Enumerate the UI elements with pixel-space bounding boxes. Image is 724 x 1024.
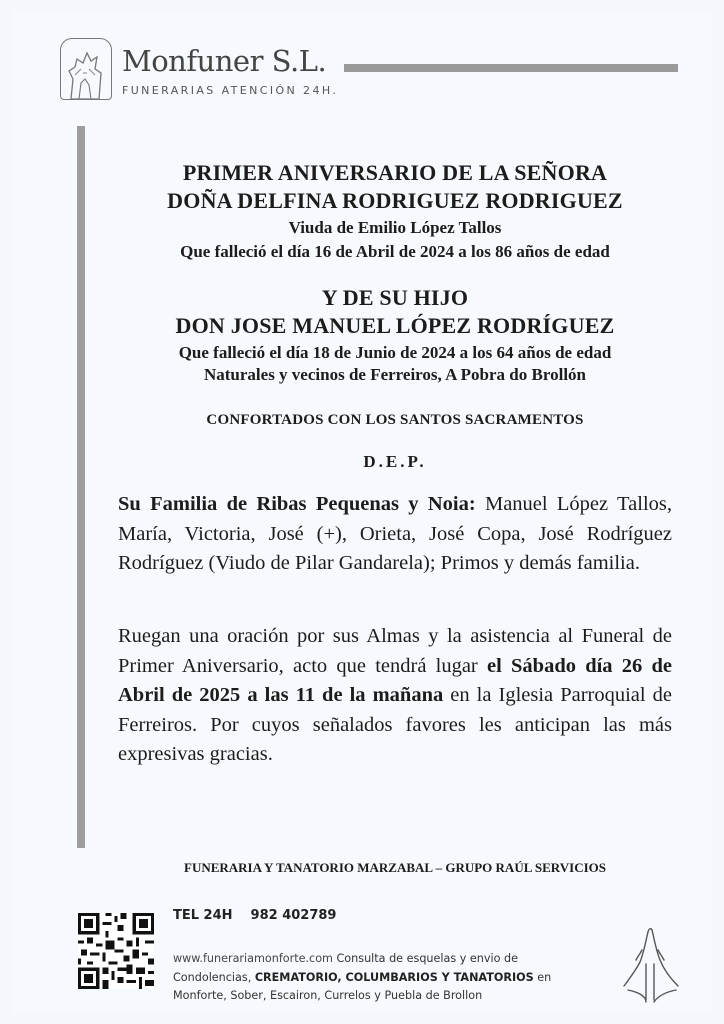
header-divider [344, 64, 678, 72]
family-lead: Su Familia de Ribas Pequenas y Noia: [118, 493, 476, 515]
request-text-end: en la Iglesia Parroquial de Ferreiros. Por cuyos señalados favores les anticipan las más expresivas gracias. [118, 684, 672, 765]
brand-name: Monfuner S.L. [122, 44, 327, 78]
family-paragraph [118, 490, 672, 579]
info-text: Consulta de esquelas y envio de Condolencias, [173, 952, 519, 984]
logo-icon [60, 38, 112, 100]
brand-subtitle: FUNERARIAS ATENCIÓN 24H. [122, 84, 339, 97]
son-title-line-2: DON JOSE MANUEL LÓPEZ RODRÍGUEZ [175, 313, 615, 338]
request-text-start: Ruegan una oración por sus Almas y la asistencia al Funeral de Primer Aniversario, acto que tendrá lugar [118, 625, 672, 677]
tel-number[interactable]: 982 402789 [250, 908, 337, 923]
funeral-home: FUNERARIA Y TANATORIO MARZABAL – GRUPO RAÚL SERVICIOS [184, 860, 606, 875]
rip: D.E.P. [363, 452, 427, 471]
title-line-2: DOÑA DELFINA RODRIGUEZ RODRIGUEZ [167, 188, 623, 213]
side-divider [77, 126, 85, 848]
website-link[interactable]: www.funerariamonforte.com [173, 952, 333, 965]
family-members: Manuel López Tallos, María, Victoria, José (+), Orieta, José Copa, José Rodríguez Rodríguez (Viudo de Pilar Gandarela); Primos y demás familia. [118, 493, 672, 574]
title-line-1: PRIMER ANIVERSARIO DE LA SEÑORA [182, 160, 608, 185]
info-locations: en Monforte, Sober, Escairon, Currelos y Puebla de Brollon [173, 970, 552, 1002]
widow-of: Viuda de Emilio López Tallos [288, 218, 502, 237]
sacraments: CONFORTADOS CON LOS SANTOS SACRAMENTOS [206, 412, 584, 428]
request-date: el Sábado día 26 de Abril de 2025 a las 11 de la mañana [118, 654, 672, 706]
info-services: CREMATORIO, COLUMBARIOS Y TANATORIOS [254, 970, 534, 984]
contact-info [173, 950, 593, 1006]
request-paragraph [118, 622, 672, 770]
tel-label: TEL 24H [173, 908, 233, 923]
death-date-2: Que falleció el día 18 de Junio de 2024 a los 64 años de edad [178, 343, 612, 362]
death-date-1: Que falleció el día 16 de Abril de 2024 a los 86 años de edad [180, 242, 610, 261]
origin: Naturales y vecinos de Ferreiros, A Pobra do Brollón [203, 365, 586, 384]
phone [173, 908, 336, 923]
qr-code-icon [78, 913, 154, 989]
praying-hands-icon [618, 920, 688, 1010]
son-title-line-1: Y DE SU HIJO [321, 285, 469, 310]
